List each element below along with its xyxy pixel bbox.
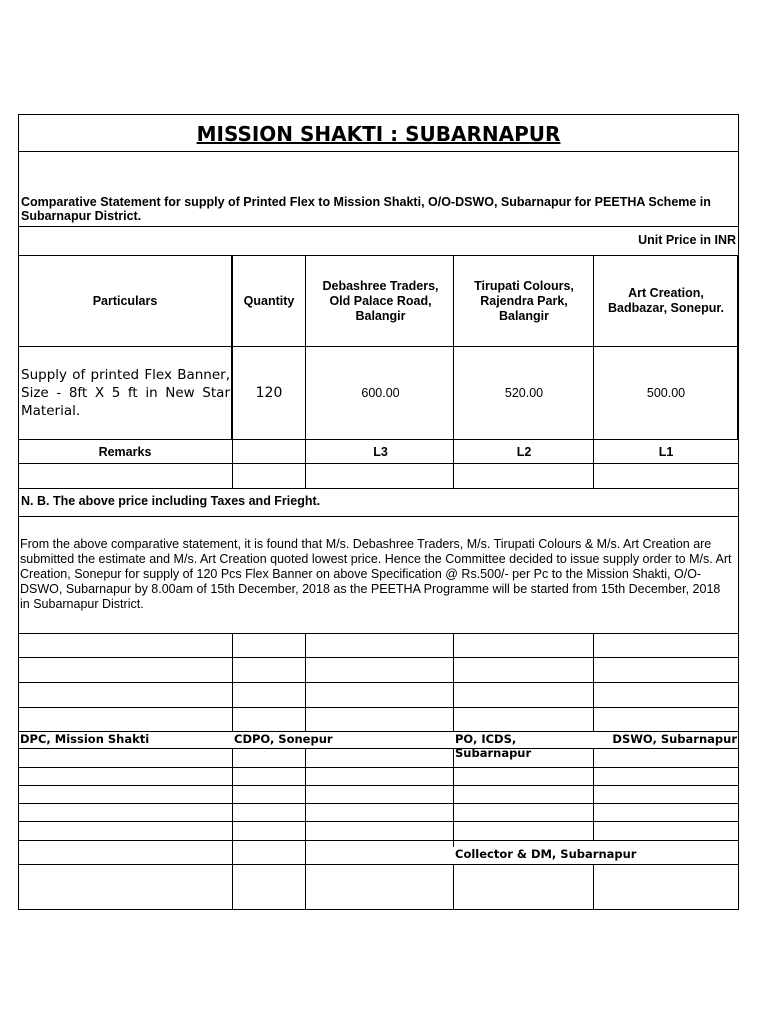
divider [305, 633, 306, 731]
remarks-tirupati: L2 [516, 444, 532, 459]
item-particulars: Supply of printed Flex Banner, Size - 8ft X 5 ft in New Star Material. [21, 367, 230, 419]
signatory-dswo: DSWO, Subarnapur [612, 732, 737, 746]
page-title: MISSION SHAKTI : SUBARNAPUR [196, 122, 561, 146]
divider [453, 633, 454, 731]
divider [593, 748, 594, 840]
header-particulars: Particulars [92, 293, 158, 308]
divider [18, 864, 739, 865]
divider [453, 864, 454, 910]
statement-subject: Comparative Statement for supply of Printed Flex to Mission Shakti, O/O-DSWO, Subarnapur for PEETHA Scheme in Subarnapur District. [21, 195, 711, 223]
remarks-art-creation: L1 [658, 444, 674, 459]
divider [593, 633, 594, 731]
divider [232, 748, 233, 910]
signatory-dpc: DPC, Mission Shakti [20, 732, 150, 746]
divider [453, 255, 454, 488]
divider [593, 864, 594, 910]
price-tirupati: 520.00 [504, 386, 544, 400]
nb-note: N. B. The above price including Taxes and Frieght. [21, 494, 321, 508]
header-vendor-debashree: Debashree Traders, Old Palace Road, Balangir [322, 278, 439, 323]
divider [18, 151, 739, 152]
header-quantity: Quantity [243, 293, 295, 308]
header-vendor-tirupati: Tirupati Colours, Rajendra Park, Balangir [474, 278, 574, 323]
divider [18, 488, 739, 489]
divider [18, 707, 739, 708]
divider [453, 748, 454, 847]
price-art-creation: 500.00 [646, 386, 686, 400]
unit-price-note: Unit Price in INR [638, 233, 736, 247]
divider [18, 785, 739, 786]
item-quantity: 120 [255, 385, 283, 401]
divider [18, 226, 739, 227]
committee-decision: From the above comparative statement, it is found that M/s. Debashree Traders, M/s. Tirupati Colours & M/s. Art Creation are submitted the estimate and M/s. Art Creation quoted lowest price. Hence the Committee decided to issue supply order to M/s. Art Creation, Sonepur for supply of 120 Pcs Flex Banner on above Specification @ Rs.500/- per Pc to the Mission Shakti, O/O-DSWO, Subarnapur by 8.00am of 15th December, 2018 as the PEETHA Programme will be started from 15th December, 2018 in Subarnapur District. [20, 537, 732, 611]
remarks-debashree: L3 [373, 444, 388, 459]
header-vendor-art-creation: Art Creation, Badbazar, Sonepur. [607, 286, 724, 315]
divider [18, 767, 739, 768]
divider [305, 255, 306, 488]
divider [18, 821, 739, 822]
divider [18, 657, 739, 658]
divider [18, 463, 739, 464]
divider [18, 682, 739, 683]
divider [593, 255, 594, 488]
divider [305, 748, 306, 910]
signatory-po-icds: PO, ICDS, Subarnapur [455, 732, 532, 760]
divider [737, 255, 739, 440]
signatory-collector: Collector & DM, Subarnapur [455, 847, 637, 861]
remarks-label: Remarks [98, 444, 152, 459]
divider [18, 803, 739, 804]
divider [18, 840, 739, 841]
signatory-cdpo: CDPO, Sonepur [234, 732, 333, 746]
divider [18, 633, 739, 634]
divider [232, 440, 233, 488]
price-debashree: 600.00 [361, 386, 400, 400]
divider [231, 255, 233, 440]
divider [18, 748, 739, 749]
divider [18, 516, 739, 517]
divider [232, 633, 233, 731]
